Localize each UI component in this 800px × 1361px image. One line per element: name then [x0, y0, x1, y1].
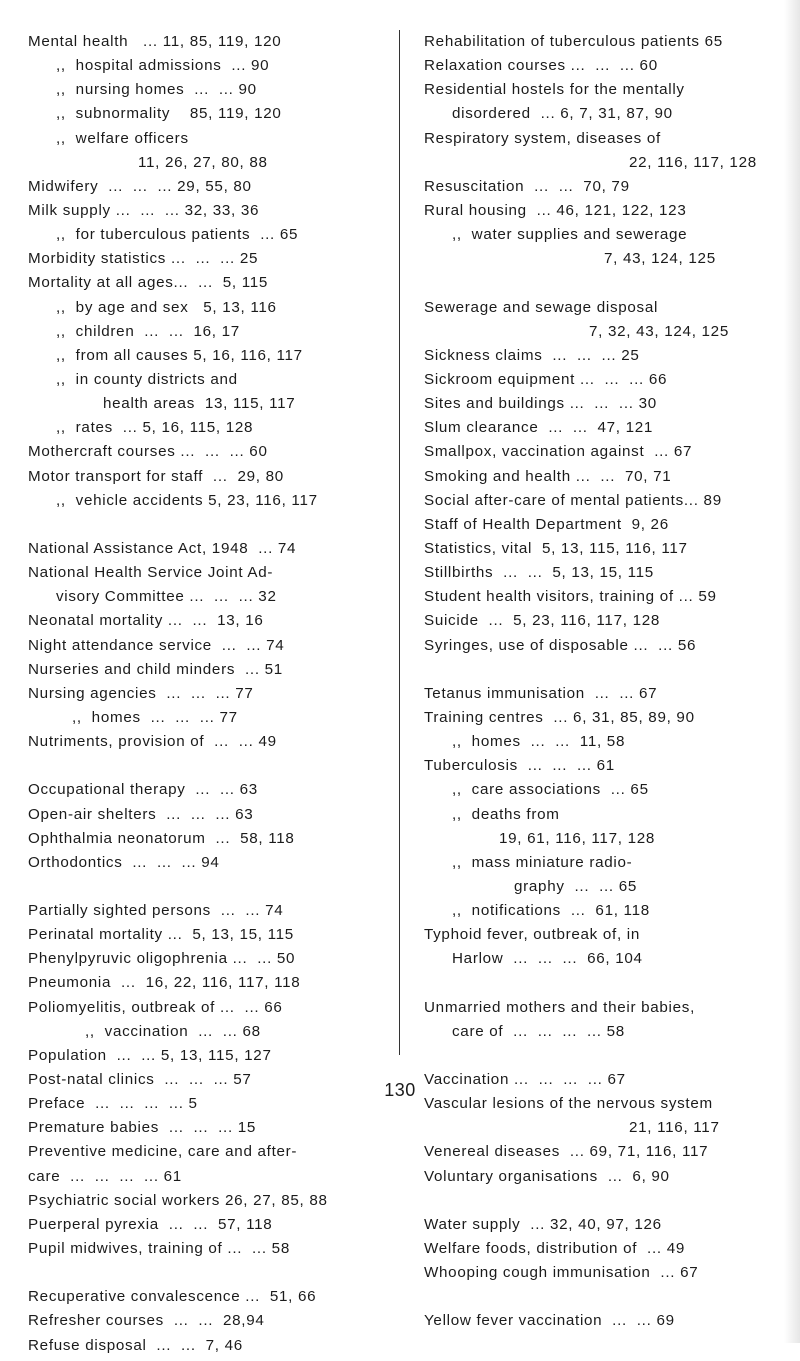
- index-entry: [424, 1216, 784, 1240]
- index-entry-text: Morbidity statistics ... ... ... 25: [28, 250, 259, 268]
- index-entry: [28, 468, 388, 492]
- index-entry: [424, 57, 784, 81]
- index-entry: [424, 1240, 784, 1264]
- index-entry: [424, 1264, 784, 1288]
- index-entry-text: Orthodontics ... ... ... 94: [28, 853, 220, 871]
- index-entry: [424, 250, 784, 274]
- index-entry: [28, 202, 388, 226]
- index-entry-text: disordered ... 6, 7, 31, 87, 90: [452, 105, 673, 123]
- index-entry-text: Respiratory system, diseases of: [424, 129, 661, 147]
- index-entry: [424, 202, 784, 226]
- index-entry: [424, 806, 784, 830]
- index-entry: [424, 1312, 784, 1336]
- index-entry-text: ,, water supplies and sewerage: [452, 226, 688, 244]
- index-entry: [28, 1337, 388, 1361]
- index-entry-text: Open-air shelters ... ... ... 63: [28, 805, 254, 823]
- index-gap: [424, 661, 784, 685]
- index-entry-text: Nurseries and child minders ... 51: [28, 660, 283, 678]
- index-entry-text: Unmarried mothers and their babies,: [424, 998, 695, 1016]
- index-entry-text: Pupil midwives, training of ... ... 58: [28, 1240, 290, 1258]
- index-entry: [424, 178, 784, 202]
- index-entry: [28, 733, 388, 757]
- index-gap: [424, 1192, 784, 1216]
- index-entry: [424, 299, 784, 323]
- index-entry: [28, 1240, 388, 1264]
- index-entry: [28, 926, 388, 950]
- index-entry: [28, 637, 388, 661]
- index-entry-text: Welfare foods, distribution of ... 49: [424, 1240, 686, 1258]
- index-entry: [424, 419, 784, 443]
- index-entry-text: Preface ... ... ... ... 5: [28, 1095, 198, 1113]
- index-entry-text: Phenylpyruvic oligophrenia ... ... 50: [28, 950, 296, 968]
- index-entry: [28, 323, 388, 347]
- index-entry-text: ,, deaths from: [452, 805, 560, 823]
- index-entry: [28, 347, 388, 371]
- index-entry: [424, 781, 784, 805]
- index-entry-text: Mortality at all ages... ... 5, 115: [28, 274, 269, 292]
- index-entry-text: Refresher courses ... ... 28,94: [28, 1312, 265, 1330]
- index-entry: [424, 637, 784, 661]
- index-entry: [28, 33, 388, 57]
- index-entry-text: ,, nursing homes ... ... 90: [56, 81, 257, 99]
- index-entry-text: ,, subnormality 85, 119, 120: [56, 105, 282, 123]
- index-entry: [28, 709, 388, 733]
- index-entry: [28, 250, 388, 274]
- index-entry: [424, 347, 784, 371]
- index-entry: [424, 33, 784, 57]
- index-entry-text: visory Committee ... ... ... 32: [56, 588, 277, 606]
- index-entry-text: Smallpox, vaccination against ... 67: [424, 443, 693, 461]
- index-entry: [424, 1168, 784, 1192]
- index-entry-text: Yellow fever vaccination ... ... 69: [424, 1312, 675, 1330]
- index-entry-text: Suicide ... 5, 23, 116, 117, 128: [424, 612, 661, 630]
- index-entry: [28, 443, 388, 467]
- index-entry: [424, 733, 784, 757]
- column-divider: [399, 30, 400, 1055]
- index-entry-text: Preventive medicine, care and after-: [28, 1143, 298, 1161]
- index-entry: [424, 395, 784, 419]
- index-entry: [28, 781, 388, 805]
- index-entry: [28, 274, 388, 298]
- index-entry-text: Whooping cough immunisation ... 67: [424, 1264, 699, 1282]
- index-entry-text: Motor transport for staff ... 29, 80: [28, 467, 284, 485]
- index-entry-text: Midwifery ... ... ... 29, 55, 80: [28, 177, 252, 195]
- index-entry-text: Harlow ... ... ... 66, 104: [452, 950, 643, 968]
- index-entry: [28, 1216, 388, 1240]
- index-entry: [28, 1192, 388, 1216]
- index-entry-text: Premature babies ... ... ... 15: [28, 1119, 257, 1137]
- index-entry-text: 11, 26, 27, 80, 88: [138, 153, 268, 171]
- index-entry-text: Nutriments, provision of ... ... 49: [28, 733, 277, 751]
- index-entry-text: Night attendance service ... ... 74: [28, 636, 285, 654]
- index-entry-text: Psychiatric social workers 26, 27, 85, 88: [28, 1191, 328, 1209]
- index-entry-text: Neonatal mortality ... ... 13, 16: [28, 612, 264, 630]
- index-entry-text: ,, mass miniature radio-: [452, 853, 633, 871]
- index-entry-text: Sites and buildings ... ... ... 30: [424, 395, 657, 413]
- index-entry: [28, 902, 388, 926]
- index-entry-text: 21, 116, 117: [629, 1119, 720, 1137]
- index-entry-text: Occupational therapy ... ... 63: [28, 781, 258, 799]
- index-entry: [424, 588, 784, 612]
- index-entry: [28, 1288, 388, 1312]
- index-entry: [28, 419, 388, 443]
- index-entry-text: Pneumonia ... 16, 22, 116, 117, 118: [28, 974, 301, 992]
- index-entry-text: Stillbirths ... ... 5, 13, 15, 115: [424, 564, 654, 582]
- index-entry-text: Ophthalmia neonatorum ... 58, 118: [28, 829, 295, 847]
- index-entry-text: Rehabilitation of tuberculous patients 65: [424, 33, 723, 50]
- index-entry-text: ,, care associations ... 65: [452, 781, 649, 799]
- index-entry: [28, 492, 388, 516]
- index-entry: [28, 57, 388, 81]
- index-entry-text: ,, from all causes 5, 16, 116, 117: [56, 346, 303, 364]
- index-entry-text: 22, 116, 117, 128: [629, 153, 757, 171]
- index-entry-text: care ... ... ... ... 61: [28, 1167, 182, 1185]
- index-entry-text: Vascular lesions of the nervous system: [424, 1095, 713, 1113]
- index-entry: [424, 105, 784, 129]
- index-gap: [28, 878, 388, 902]
- index-column-right: [424, 33, 784, 1337]
- index-entry-text: ,, rates ... 5, 16, 115, 128: [56, 419, 254, 437]
- index-entry-text: graphy ... ... 65: [514, 877, 638, 895]
- index-entry: [28, 540, 388, 564]
- index-entry-text: Milk supply ... ... ... 32, 33, 36: [28, 201, 260, 219]
- index-entry: [424, 878, 784, 902]
- index-entry-text: Poliomyelitis, outbreak of ... ... 66: [28, 998, 283, 1016]
- index-entry-text: ,, vaccination ... ... 68: [85, 1022, 261, 1040]
- index-entry: [424, 612, 784, 636]
- index-entry: [28, 685, 388, 709]
- index-entry: [424, 902, 784, 926]
- index-entry: [28, 974, 388, 998]
- index-entry: [424, 371, 784, 395]
- index-entry: [28, 130, 388, 154]
- index-gap: [28, 516, 388, 540]
- index-entry-text: Training centres ... 6, 31, 85, 89, 90: [424, 708, 695, 726]
- index-entry-text: ,, homes ... ... ... 77: [72, 708, 238, 726]
- index-entry: [424, 468, 784, 492]
- index-gap: [424, 1288, 784, 1312]
- index-entry-text: Recuperative convalescence ... 51, 66: [28, 1288, 317, 1306]
- index-entry-text: 7, 32, 43, 124, 125: [589, 322, 729, 340]
- index-entry-text: health areas 13, 115, 117: [103, 395, 296, 413]
- index-entry-text: ,, by age and sex 5, 13, 116: [56, 298, 277, 316]
- index-entry-text: Sewerage and sewage disposal: [424, 298, 659, 316]
- index-entry: [28, 612, 388, 636]
- index-entry-text: ,, for tuberculous patients ... 65: [56, 226, 299, 244]
- index-entry-text: Typhoid fever, outbreak of, in: [424, 926, 641, 944]
- index-entry: [28, 1023, 388, 1047]
- index-entry: [28, 226, 388, 250]
- index-entry: [28, 806, 388, 830]
- index-entry-text: Residential hostels for the mentally: [424, 81, 685, 99]
- index-entry-text: Venereal diseases ... 69, 71, 116, 117: [424, 1143, 709, 1161]
- index-entry-text: ,, vehicle accidents 5, 23, 116, 117: [56, 491, 318, 509]
- index-entry: [28, 830, 388, 854]
- index-entry: [28, 371, 388, 395]
- index-entry-text: Partially sighted persons ... ... 74: [28, 902, 284, 920]
- scan-edge-shadow: [784, 0, 800, 1343]
- index-entry-text: Social after-care of mental patients... 89: [424, 491, 722, 509]
- index-entry-text: Slum clearance ... ... 47, 121: [424, 419, 654, 437]
- index-entry-text: ,, hospital admissions ... 90: [56, 57, 270, 75]
- index-entry-text: ,, notifications ... 61, 118: [452, 902, 650, 920]
- index-entry-text: Population ... ... 5, 13, 115, 127: [28, 1046, 272, 1064]
- index-entry: [424, 1119, 784, 1143]
- index-entry-text: 7, 43, 124, 125: [604, 250, 716, 268]
- index-gap: [424, 274, 784, 298]
- index-gap: [424, 1047, 784, 1071]
- index-entry-text: Refuse disposal ... ... 7, 46: [28, 1336, 243, 1354]
- index-entry-text: Nursing agencies ... ... ... 77: [28, 684, 254, 702]
- index-entry: [424, 1023, 784, 1047]
- index-entry-text: care of ... ... ... ... 58: [452, 1022, 625, 1040]
- index-entry-text: ,, welfare officers: [56, 129, 189, 147]
- index-entry-text: Perinatal mortality ... 5, 13, 15, 115: [28, 926, 294, 944]
- index-entry-text: Relaxation courses ... ... ... 60: [424, 57, 658, 75]
- index-entry: [424, 130, 784, 154]
- index-entry: [28, 999, 388, 1023]
- index-entry: [28, 299, 388, 323]
- index-entry-text: Statistics, vital 5, 13, 115, 116, 117: [424, 539, 688, 557]
- index-entry: [424, 516, 784, 540]
- index-entry: [424, 443, 784, 467]
- index-entry-text: National Assistance Act, 1948 ... 74: [28, 539, 297, 557]
- index-entry: [28, 661, 388, 685]
- index-entry-text: Sickroom equipment ... ... ... 66: [424, 370, 668, 388]
- index-entry-text: ,, children ... ... 16, 17: [56, 322, 240, 340]
- index-entry: [424, 999, 784, 1023]
- index-gap: [424, 974, 784, 998]
- index-entry-text: Student health visitors, training of ... 59: [424, 588, 717, 606]
- index-entry: [424, 492, 784, 516]
- index-entry-text: Puerperal pyrexia ... ... 57, 118: [28, 1215, 273, 1233]
- index-entry: [424, 1143, 784, 1167]
- index-entry: [28, 950, 388, 974]
- index-entry: [28, 178, 388, 202]
- index-entry: [28, 81, 388, 105]
- index-column-left: [28, 33, 388, 1361]
- index-entry: [28, 588, 388, 612]
- index-entry: [424, 685, 784, 709]
- index-gap: [28, 1264, 388, 1288]
- index-entry: [424, 81, 784, 105]
- index-entry-text: Vaccination ... ... ... ... 67: [424, 1071, 626, 1089]
- index-entry-text: Mothercraft courses ... ... ... 60: [28, 443, 268, 461]
- index-entry: [28, 1168, 388, 1192]
- index-entry: [28, 154, 388, 178]
- index-entry-text: Post-natal clinics ... ... ... 57: [28, 1071, 252, 1089]
- index-entry: [424, 757, 784, 781]
- index-entry: [28, 1119, 388, 1143]
- index-entry: [28, 1047, 388, 1071]
- index-entry-text: Mental health ... 11, 85, 119, 120: [28, 33, 282, 50]
- page-number: 130: [384, 1080, 416, 1100]
- index-entry-text: Voluntary organisations ... 6, 90: [424, 1167, 670, 1185]
- index-entry-text: Tetanus immunisation ... ... 67: [424, 684, 658, 702]
- index-entry: [28, 564, 388, 588]
- index-entry: [424, 926, 784, 950]
- index-entry: [28, 395, 388, 419]
- index-entry: [28, 1143, 388, 1167]
- index-entry-text: 19, 61, 116, 117, 128: [499, 829, 656, 847]
- index-entry-text: Sickness claims ... ... ... 25: [424, 346, 640, 364]
- index-entry: [28, 854, 388, 878]
- index-entry-text: Smoking and health ... ... 70, 71: [424, 467, 672, 485]
- index-entry: [424, 540, 784, 564]
- index-entry: [424, 854, 784, 878]
- index-entry-text: Resuscitation ... ... 70, 79: [424, 177, 630, 195]
- index-entry-text: Tuberculosis ... ... ... 61: [424, 757, 615, 775]
- index-entry-text: Staff of Health Department 9, 26: [424, 515, 669, 533]
- index-entry-text: ,, in county districts and: [56, 370, 238, 388]
- index-entry: [424, 830, 784, 854]
- index-entry: [424, 226, 784, 250]
- index-entry: [424, 709, 784, 733]
- index-entry-text: Syringes, use of disposable ... ... 56: [424, 636, 697, 654]
- index-entry-text: ,, homes ... ... 11, 58: [452, 733, 626, 751]
- index-entry: [424, 154, 784, 178]
- index-entry: [28, 1312, 388, 1336]
- index-entry: [424, 323, 784, 347]
- index-gap: [28, 757, 388, 781]
- index-entry: [28, 105, 388, 129]
- index-entry-text: National Health Service Joint Ad-: [28, 564, 274, 582]
- index-entry: [424, 950, 784, 974]
- index-entry: [424, 564, 784, 588]
- index-entry-text: Rural housing ... 46, 121, 122, 123: [424, 201, 687, 219]
- index-entry-text: Water supply ... 32, 40, 97, 126: [424, 1215, 662, 1233]
